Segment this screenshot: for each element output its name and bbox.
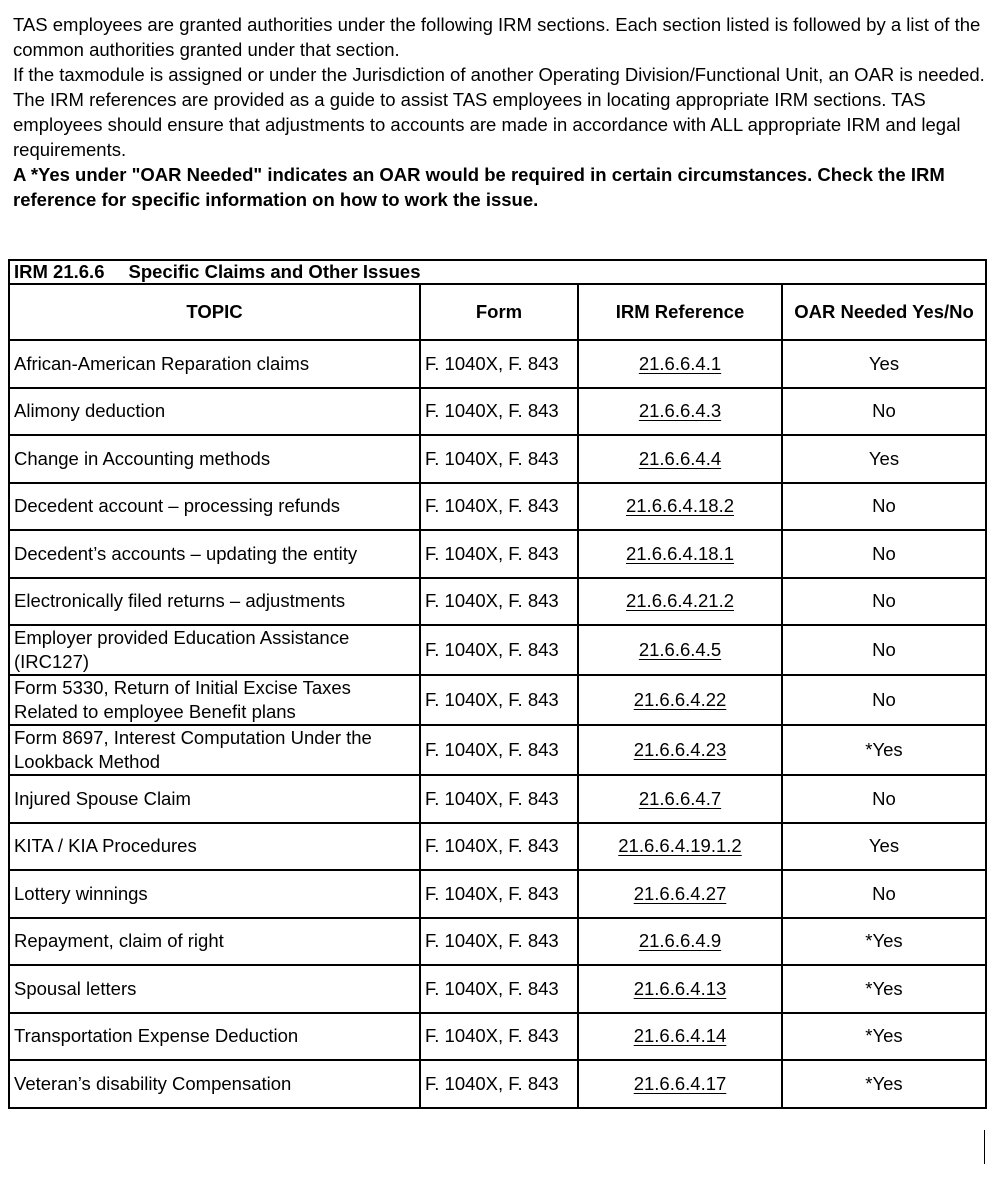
form-cell: F. 1040X, F. 843 [420, 725, 578, 775]
header-oar-needed: OAR Needed Yes/No [782, 284, 986, 340]
table-row [9, 578, 986, 626]
header-topic: TOPIC [9, 284, 420, 340]
irm-reference-cell [578, 823, 782, 871]
table-row [9, 435, 986, 483]
form-cell: F. 1040X, F. 843 [420, 625, 578, 675]
topic-cell: Spousal letters [9, 965, 420, 1013]
oar-needed-cell: *Yes [782, 1013, 986, 1061]
irm-reference-cell [578, 725, 782, 775]
irm-reference-link[interactable]: 21.6.6.4.7 [638, 787, 722, 809]
irm-reference-cell [578, 870, 782, 918]
irm-reference-cell [578, 625, 782, 675]
table-row [9, 1013, 986, 1061]
intro-paragraph: If the taxmodule is assigned or under the Jurisdiction of another Operating Division/Functional Unit, an OAR is needed. [13, 64, 985, 85]
irm-reference-link[interactable]: 21.6.6.4.3 [638, 400, 722, 422]
table-row [9, 625, 986, 675]
table-row [9, 918, 986, 966]
table-row [9, 483, 986, 531]
form-cell: F. 1040X, F. 843 [420, 530, 578, 578]
oar-needed-cell: No [782, 483, 986, 531]
form-cell: F. 1040X, F. 843 [420, 918, 578, 966]
section-number: IRM 21.6.6 [14, 261, 105, 282]
form-cell: F. 1040X, F. 843 [420, 965, 578, 1013]
irm-reference-link[interactable]: 21.6.6.4.18.2 [625, 495, 734, 517]
irm-reference-cell [578, 435, 782, 483]
form-cell: F. 1040X, F. 843 [420, 870, 578, 918]
irm-reference-cell [578, 775, 782, 823]
form-cell: F. 1040X, F. 843 [420, 675, 578, 725]
table-row [9, 823, 986, 871]
topic-cell: Form 8697, Interest Computation Under the Lookback Method [9, 725, 420, 775]
form-cell: F. 1040X, F. 843 [420, 388, 578, 436]
irm-reference-cell [578, 388, 782, 436]
form-cell: F. 1040X, F. 843 [420, 435, 578, 483]
irm-reference-link[interactable]: 21.6.6.4.17 [633, 1072, 727, 1094]
topic-cell: Decedent account – processing refunds [9, 483, 420, 531]
form-cell: F. 1040X, F. 843 [420, 340, 578, 388]
form-cell: F. 1040X, F. 843 [420, 483, 578, 531]
irm-reference-cell [578, 965, 782, 1013]
oar-needed-cell: No [782, 578, 986, 626]
header-row [9, 284, 986, 340]
irm-reference-link[interactable]: 21.6.6.4.23 [633, 739, 727, 760]
topic-cell: Decedent’s accounts – updating the entity [9, 530, 420, 578]
irm-reference-link[interactable]: 21.6.6.4.18.1 [625, 542, 734, 564]
intro-text [13, 12, 988, 212]
table-row [9, 530, 986, 578]
oar-needed-cell: No [782, 388, 986, 436]
form-cell: F. 1040X, F. 843 [420, 578, 578, 626]
header-form: Form [420, 284, 578, 340]
table-row [9, 340, 986, 388]
oar-needed-cell: No [782, 675, 986, 725]
irm-reference-cell [578, 1013, 782, 1061]
section-title: Specific Claims and Other Issues [128, 261, 421, 282]
oar-needed-cell: *Yes [782, 1060, 986, 1108]
topic-cell: Form 5330, Return of Initial Excise Taxes Related to employee Benefit plans [9, 675, 420, 725]
oar-needed-cell: Yes [782, 435, 986, 483]
table-row [9, 675, 986, 725]
form-cell: F. 1040X, F. 843 [420, 1013, 578, 1061]
form-cell: F. 1040X, F. 843 [420, 1060, 578, 1108]
irm-reference-link[interactable]: 21.6.6.4.14 [633, 1025, 727, 1047]
topic-cell: KITA / KIA Procedures [9, 823, 420, 871]
irm-reference-cell [578, 578, 782, 626]
irm-reference-link[interactable]: 21.6.6.4.1 [638, 352, 722, 374]
header-irm-reference: IRM Reference [578, 284, 782, 340]
table-row [9, 870, 986, 918]
topic-cell: Electronically filed returns – adjustments [9, 578, 420, 626]
oar-needed-cell: No [782, 625, 986, 675]
oar-needed-cell: No [782, 775, 986, 823]
topic-cell: Employer provided Education Assistance (IRC127) [9, 625, 420, 675]
table-row [9, 775, 986, 823]
topic-cell: Veteran’s disability Compensation [9, 1060, 420, 1108]
irm-reference-link[interactable]: 21.6.6.4.27 [633, 882, 727, 904]
irm-reference-link[interactable]: 21.6.6.4.19.1.2 [618, 835, 742, 857]
section-title-row [9, 260, 986, 284]
topic-cell: Lottery winnings [9, 870, 420, 918]
oar-needed-cell: *Yes [782, 725, 986, 775]
irm-reference-link[interactable]: 21.6.6.4.5 [638, 639, 722, 660]
oar-needed-cell: No [782, 870, 986, 918]
irm-reference-cell [578, 918, 782, 966]
oar-needed-cell: No [782, 530, 986, 578]
page-border-line [984, 1130, 985, 1164]
irm-authority-table [8, 259, 987, 1109]
irm-reference-link[interactable]: 21.6.6.4.21.2 [625, 590, 734, 612]
irm-reference-cell [578, 675, 782, 725]
topic-cell: Transportation Expense Deduction [9, 1013, 420, 1061]
irm-reference-link[interactable]: 21.6.6.4.4 [638, 447, 722, 469]
oar-needed-cell: Yes [782, 823, 986, 871]
irm-reference-cell [578, 1060, 782, 1108]
table-row [9, 965, 986, 1013]
irm-reference-link[interactable]: 21.6.6.4.22 [633, 689, 727, 710]
oar-needed-cell: Yes [782, 340, 986, 388]
irm-reference-link[interactable]: 21.6.6.4.13 [633, 977, 727, 999]
oar-needed-cell: *Yes [782, 965, 986, 1013]
irm-reference-cell [578, 530, 782, 578]
table-row [9, 725, 986, 775]
intro-paragraph: TAS employees are granted authorities under the following IRM sections. Each section listed is followed by a list of the common authorities granted under that section. [13, 14, 981, 60]
irm-reference-cell [578, 340, 782, 388]
topic-cell: African-American Reparation claims [9, 340, 420, 388]
form-cell: F. 1040X, F. 843 [420, 775, 578, 823]
topic-cell: Repayment, claim of right [9, 918, 420, 966]
topic-cell: Alimony deduction [9, 388, 420, 436]
topic-cell: Change in Accounting methods [9, 435, 420, 483]
oar-needed-cell: *Yes [782, 918, 986, 966]
intro-paragraph: The IRM references are provided as a guide to assist TAS employees in locating appropriate IRM sections. TAS employees should ensure that adjustments to accounts are made in accordance with ALL appropriate IRM and legal requirements. [13, 89, 961, 160]
irm-reference-cell [578, 483, 782, 531]
form-cell: F. 1040X, F. 843 [420, 823, 578, 871]
table-row [9, 1060, 986, 1108]
table-row [9, 388, 986, 436]
irm-reference-link[interactable]: 21.6.6.4.9 [638, 930, 722, 952]
oar-note: A *Yes under "OAR Needed" indicates an OAR would be required in certain circumstances. Check the IRM reference for specific information on how to work the issue. [13, 164, 945, 210]
topic-cell: Injured Spouse Claim [9, 775, 420, 823]
